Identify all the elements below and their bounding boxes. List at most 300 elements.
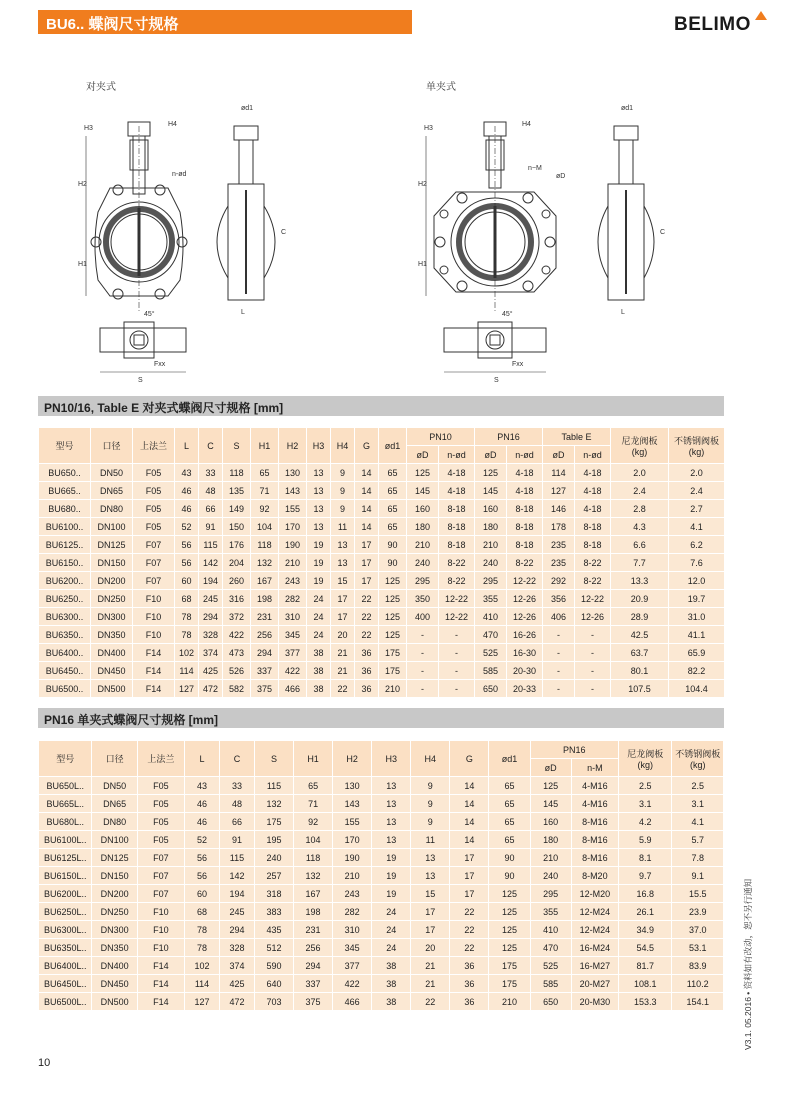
table-cell: 160	[475, 500, 507, 518]
table-cell: 24	[307, 608, 331, 626]
table-cell: 36	[355, 644, 379, 662]
table-cell: 118	[294, 849, 333, 867]
page-number: 10	[38, 1057, 51, 1069]
table-cell: BU6200..	[39, 572, 91, 590]
table-cell: 114	[185, 975, 220, 993]
table-cell: 9	[411, 777, 450, 795]
table-cell: DN350	[91, 626, 133, 644]
table-cell: F05	[137, 795, 184, 813]
table-cell: 422	[223, 626, 251, 644]
table-cell: DN300	[91, 608, 133, 626]
table-cell: 8-18	[575, 536, 611, 554]
table-cell: 38	[372, 975, 411, 993]
table-cell: 54.5	[618, 939, 671, 957]
table-row	[39, 626, 725, 644]
table-cell: 590	[254, 957, 293, 975]
table-cell: 2.5	[618, 777, 671, 795]
table-cell: 71	[251, 482, 279, 500]
table-row	[39, 957, 724, 975]
table-cell: 127	[185, 993, 220, 1011]
table-cell: 17	[450, 867, 489, 885]
table-cell: 17	[331, 608, 355, 626]
col-nylon-weight: 尼龙阀板 (kg)	[618, 741, 671, 777]
table-row	[39, 464, 725, 482]
table-cell: F05	[133, 482, 175, 500]
table-cell: 8-18	[575, 518, 611, 536]
table-cell: 91	[199, 518, 223, 536]
group-pn16: PN16	[530, 741, 618, 759]
table-cell: F14	[137, 993, 184, 1011]
table-cell: 8-M16	[571, 831, 618, 849]
table-cell: 210	[530, 849, 571, 867]
table-cell: 132	[294, 867, 333, 885]
table-cell: 53.1	[672, 939, 724, 957]
table-cell: 21	[331, 662, 355, 680]
table-cell: 125	[475, 464, 507, 482]
sub-n-m: n-M	[571, 759, 618, 777]
table-cell: 345	[333, 939, 372, 957]
table-cell: F05	[137, 777, 184, 795]
table-cell: 310	[279, 608, 307, 626]
table-cell: 14	[355, 500, 379, 518]
table-cell: 210	[407, 536, 439, 554]
table-cell: 180	[407, 518, 439, 536]
table-cell: 13	[331, 554, 355, 572]
table-cell: 178	[543, 518, 575, 536]
table-cell: 42.5	[611, 626, 669, 644]
table-cell: 107.5	[611, 680, 669, 698]
table-cell: 118	[223, 464, 251, 482]
table-cell: 146	[543, 500, 575, 518]
table-cell: -	[575, 644, 611, 662]
table-row	[39, 482, 725, 500]
table-cell: 20-M27	[571, 975, 618, 993]
table-cell: 17	[411, 921, 450, 939]
table-cell: 110.2	[672, 975, 724, 993]
sub-n-od: n-ød	[439, 446, 475, 464]
lug-type-label: 单夹式	[426, 82, 456, 93]
table-cell: 235	[543, 554, 575, 572]
table-cell: DN250	[92, 903, 137, 921]
table-cell: 33	[219, 777, 254, 795]
table-cell: BU6400..	[39, 644, 91, 662]
table-cell: 150	[223, 518, 251, 536]
table-cell: 295	[475, 572, 507, 590]
table-cell: 65	[379, 518, 407, 536]
table-cell: 19	[307, 554, 331, 572]
table-cell: BU6250L..	[39, 903, 92, 921]
table-cell: 92	[294, 813, 333, 831]
table-cell: DN125	[92, 849, 137, 867]
table-cell: 410	[475, 608, 507, 626]
table-cell: 4.1	[672, 813, 724, 831]
table-cell: 9	[331, 500, 355, 518]
version-note: V3.1. 05.2016 • 资料如有改动，恕不另行通知	[743, 878, 753, 1050]
logo-accent-icon	[755, 11, 767, 20]
table-cell: BU6125..	[39, 536, 91, 554]
table-cell: 52	[175, 518, 199, 536]
table-cell: 422	[279, 662, 307, 680]
table-cell: 145	[407, 482, 439, 500]
table-cell: DN500	[91, 680, 133, 698]
table-cell: 36	[450, 975, 489, 993]
table-cell: 127	[543, 482, 575, 500]
table-cell: 145	[530, 795, 571, 813]
table-cell: 328	[219, 939, 254, 957]
col-h2: H2	[333, 741, 372, 777]
table-cell: 282	[279, 590, 307, 608]
table-cell: 17	[331, 590, 355, 608]
table-cell: 240	[407, 554, 439, 572]
table-cell: 26.1	[618, 903, 671, 921]
table-cell: 240	[475, 554, 507, 572]
table-cell: 245	[219, 903, 254, 921]
table-cell: 245	[199, 590, 223, 608]
table-cell: 650	[475, 680, 507, 698]
table-cell: 198	[294, 903, 333, 921]
table-row	[39, 831, 724, 849]
table-cell: 17	[450, 849, 489, 867]
table-cell: BU6500..	[39, 680, 91, 698]
col-h3: H3	[372, 741, 411, 777]
table-cell: 21	[411, 957, 450, 975]
table-cell: 176	[223, 536, 251, 554]
table-cell: 13	[372, 813, 411, 831]
table-cell: 16-M27	[571, 957, 618, 975]
table-cell: 22	[331, 680, 355, 698]
table-cell: 21	[331, 644, 355, 662]
table-cell: 36	[450, 957, 489, 975]
table-cell: 2.4	[611, 482, 669, 500]
table-cell: 114	[175, 662, 199, 680]
table-cell: 125	[530, 777, 571, 795]
table-cell: 204	[223, 554, 251, 572]
table-cell: 12-26	[507, 608, 543, 626]
table-cell: 194	[199, 572, 223, 590]
table-cell: 13	[372, 831, 411, 849]
table-cell: 240	[254, 849, 293, 867]
table-cell: 21	[411, 975, 450, 993]
table-cell: -	[407, 644, 439, 662]
table-cell: 294	[294, 957, 333, 975]
table-cell: BU6150L..	[39, 867, 92, 885]
table-cell: 38	[372, 957, 411, 975]
table-cell: 125	[489, 921, 530, 939]
sub-od: øD	[530, 759, 571, 777]
table-cell: 24	[307, 590, 331, 608]
table-cell: 377	[333, 957, 372, 975]
table-cell: 167	[294, 885, 333, 903]
table-cell: 195	[254, 831, 293, 849]
table-cell: 13	[372, 777, 411, 795]
table-cell: 4-18	[507, 464, 543, 482]
svg-text:ød1: ød1	[621, 105, 634, 112]
table-cell: 90	[489, 849, 530, 867]
table-cell: 130	[333, 777, 372, 795]
table-cell: 466	[333, 993, 372, 1011]
table-cell: 8-18	[507, 500, 543, 518]
table-row	[39, 975, 724, 993]
table-cell: 118	[251, 536, 279, 554]
table-cell: F10	[133, 590, 175, 608]
table-cell: 13	[411, 849, 450, 867]
table-cell: 243	[333, 885, 372, 903]
table-cell: 41.1	[669, 626, 725, 644]
col-s: S	[254, 741, 293, 777]
table-cell: 154.1	[672, 993, 724, 1011]
table-cell: 78	[175, 626, 199, 644]
col-dn: 口径	[92, 741, 137, 777]
table-cell: 4.2	[618, 813, 671, 831]
table-cell: 19	[307, 572, 331, 590]
table-cell: 14	[355, 482, 379, 500]
col-steel-weight: 不锈钢阀板 (kg)	[669, 428, 725, 464]
table-cell: 470	[530, 939, 571, 957]
sub-od: øD	[543, 446, 575, 464]
table-cell: 231	[251, 608, 279, 626]
table-cell: 318	[254, 885, 293, 903]
table-cell: 13.3	[611, 572, 669, 590]
table-cell: 36	[450, 993, 489, 1011]
table-cell: 257	[254, 867, 293, 885]
table-cell: 8-18	[439, 500, 475, 518]
table-cell: 472	[199, 680, 223, 698]
table-cell: 142	[219, 867, 254, 885]
table-row	[39, 644, 725, 662]
table-cell: F14	[133, 680, 175, 698]
table-cell: F07	[133, 536, 175, 554]
table-cell: F07	[137, 885, 184, 903]
svg-text:ød1: ød1	[241, 105, 254, 112]
table-cell: 46	[185, 795, 220, 813]
table-cell: 16-30	[507, 644, 543, 662]
table-cell: 37.0	[672, 921, 724, 939]
table-cell: 295	[530, 885, 571, 903]
table-cell: 65.9	[669, 644, 725, 662]
svg-text:H3: H3	[424, 125, 433, 132]
table-cell: -	[407, 680, 439, 698]
table-cell: 374	[219, 957, 254, 975]
table-cell: 180	[475, 518, 507, 536]
table-cell: DN65	[91, 482, 133, 500]
table-cell: 375	[251, 680, 279, 698]
table-cell: 12-M20	[571, 885, 618, 903]
table-cell: BU650..	[39, 464, 91, 482]
table-cell: 425	[219, 975, 254, 993]
table-cell: 31.0	[669, 608, 725, 626]
lug-spec-table	[38, 740, 724, 1011]
table-cell: 8-22	[507, 554, 543, 572]
table-cell: 65	[489, 795, 530, 813]
table-cell: 5.7	[672, 831, 724, 849]
table-cell: 375	[294, 993, 333, 1011]
table-cell: 8-22	[575, 572, 611, 590]
col-h2: H2	[279, 428, 307, 464]
table-cell: 7.6	[669, 554, 725, 572]
table-cell: DN250	[91, 590, 133, 608]
table-cell: 135	[223, 482, 251, 500]
table-cell: 90	[379, 554, 407, 572]
group-pn16: PN16	[475, 428, 543, 446]
table-cell: 4-M16	[571, 777, 618, 795]
svg-text:S: S	[138, 377, 143, 384]
table-cell: 9	[411, 795, 450, 813]
table-cell: 43	[185, 777, 220, 795]
table-cell: 160	[407, 500, 439, 518]
table-cell: 83.9	[672, 957, 724, 975]
table2-title-bar	[38, 708, 724, 728]
table-cell: 132	[254, 795, 293, 813]
table-cell: 210	[333, 867, 372, 885]
table-cell: 66	[199, 500, 223, 518]
table-cell: F10	[133, 608, 175, 626]
table-cell: 155	[279, 500, 307, 518]
table-cell: 6.6	[611, 536, 669, 554]
table-cell: 65	[251, 464, 279, 482]
table-cell: F14	[137, 957, 184, 975]
table-cell: 15	[411, 885, 450, 903]
table-cell: 68	[175, 590, 199, 608]
table-cell: 356	[543, 590, 575, 608]
col-l: L	[175, 428, 199, 464]
col-h4: H4	[411, 741, 450, 777]
table-cell: 17	[411, 903, 450, 921]
belimo-logo: BELIMO	[674, 14, 751, 35]
table-cell: 240	[530, 867, 571, 885]
table-cell: 68	[185, 903, 220, 921]
table-cell: 22	[450, 903, 489, 921]
table-cell: 4-18	[575, 482, 611, 500]
table-cell: 345	[279, 626, 307, 644]
table-cell: 16.8	[618, 885, 671, 903]
table-cell: 23.9	[672, 903, 724, 921]
col-model: 型号	[39, 428, 91, 464]
table-cell: 9.7	[618, 867, 671, 885]
table2-title: PN16 单夹式蝶阀尺寸规格 [mm]	[44, 713, 219, 727]
table-cell: DN150	[91, 554, 133, 572]
table-cell: 90	[489, 867, 530, 885]
table-cell: DN65	[92, 795, 137, 813]
table-cell: 6.2	[669, 536, 725, 554]
table-cell: F07	[133, 572, 175, 590]
table-cell: 46	[175, 482, 199, 500]
col-d1: ød1	[379, 428, 407, 464]
table-cell: 91	[219, 831, 254, 849]
table-cell: 12-22	[439, 608, 475, 626]
table-cell: F05	[133, 464, 175, 482]
sub-od: øD	[407, 446, 439, 464]
table-row	[39, 885, 724, 903]
table-cell: 2.4	[669, 482, 725, 500]
table-cell: F10	[137, 939, 184, 957]
sub-n-od: n-ød	[575, 446, 611, 464]
table-cell: DN80	[92, 813, 137, 831]
table-cell: 260	[223, 572, 251, 590]
table-cell: 585	[530, 975, 571, 993]
svg-text:n-ød: n-ød	[172, 171, 187, 178]
table-cell: 12-26	[575, 608, 611, 626]
table-cell: 703	[254, 993, 293, 1011]
table-cell: 108.1	[618, 975, 671, 993]
table-cell: BU6300..	[39, 608, 91, 626]
table-cell: 422	[333, 975, 372, 993]
col-dn: 口径	[91, 428, 133, 464]
table-cell: 525	[530, 957, 571, 975]
table-cell: 22	[450, 921, 489, 939]
table-cell: 22	[411, 993, 450, 1011]
table-cell: 13	[307, 500, 331, 518]
table-cell: 65	[489, 831, 530, 849]
svg-text:C: C	[281, 229, 287, 236]
table-cell: 377	[279, 644, 307, 662]
table-cell: 435	[254, 921, 293, 939]
table-row	[39, 849, 724, 867]
table-cell: 8-18	[507, 518, 543, 536]
table-row	[39, 903, 724, 921]
table-cell: F07	[137, 867, 184, 885]
table-cell: 4.1	[669, 518, 725, 536]
table-cell: 470	[475, 626, 507, 644]
col-steel-weight: 不锈钢阀板 (kg)	[672, 741, 724, 777]
table-cell: 17	[355, 554, 379, 572]
table-cell: 19	[307, 536, 331, 554]
table-cell: 56	[185, 867, 220, 885]
table-row	[39, 662, 725, 680]
table-cell: 125	[379, 590, 407, 608]
table1-title-bar	[38, 396, 724, 416]
table-cell: 14	[355, 518, 379, 536]
svg-text:H2: H2	[78, 181, 87, 188]
table-cell: 78	[175, 608, 199, 626]
table-row	[39, 939, 724, 957]
table-cell: 406	[543, 608, 575, 626]
table-cell: 12.0	[669, 572, 725, 590]
col-h1: H1	[251, 428, 279, 464]
table-cell: 56	[185, 849, 220, 867]
col-g: G	[450, 741, 489, 777]
table-cell: 52	[185, 831, 220, 849]
table-cell: 15.5	[672, 885, 724, 903]
table-row	[39, 680, 725, 698]
table-cell: 13	[372, 795, 411, 813]
group-pn10: PN10	[407, 428, 475, 446]
table-cell: 65	[379, 464, 407, 482]
table-cell: 198	[251, 590, 279, 608]
table-row	[39, 993, 724, 1011]
table-cell: 125	[489, 903, 530, 921]
table-cell: 473	[223, 644, 251, 662]
table-cell: 19.7	[669, 590, 725, 608]
wafer-valve-drawing	[76, 96, 316, 386]
table-cell: 125	[379, 626, 407, 644]
svg-text:S: S	[494, 377, 499, 384]
table-cell: BU6350L..	[39, 939, 92, 957]
table-cell: 337	[251, 662, 279, 680]
table-cell: 132	[251, 554, 279, 572]
table-cell: -	[575, 626, 611, 644]
table-cell: 143	[333, 795, 372, 813]
col-nylon-weight: 尼龙阀板 (kg)	[611, 428, 669, 464]
table-cell: 175	[254, 813, 293, 831]
table-cell: F05	[137, 831, 184, 849]
table-cell: BU680L..	[39, 813, 92, 831]
wafer-type-label: 对夹式	[86, 82, 116, 93]
table-cell: 210	[475, 536, 507, 554]
table-cell: 19	[372, 867, 411, 885]
svg-text:H1: H1	[418, 261, 427, 268]
table-cell: 13	[411, 867, 450, 885]
table-cell: 11	[331, 518, 355, 536]
